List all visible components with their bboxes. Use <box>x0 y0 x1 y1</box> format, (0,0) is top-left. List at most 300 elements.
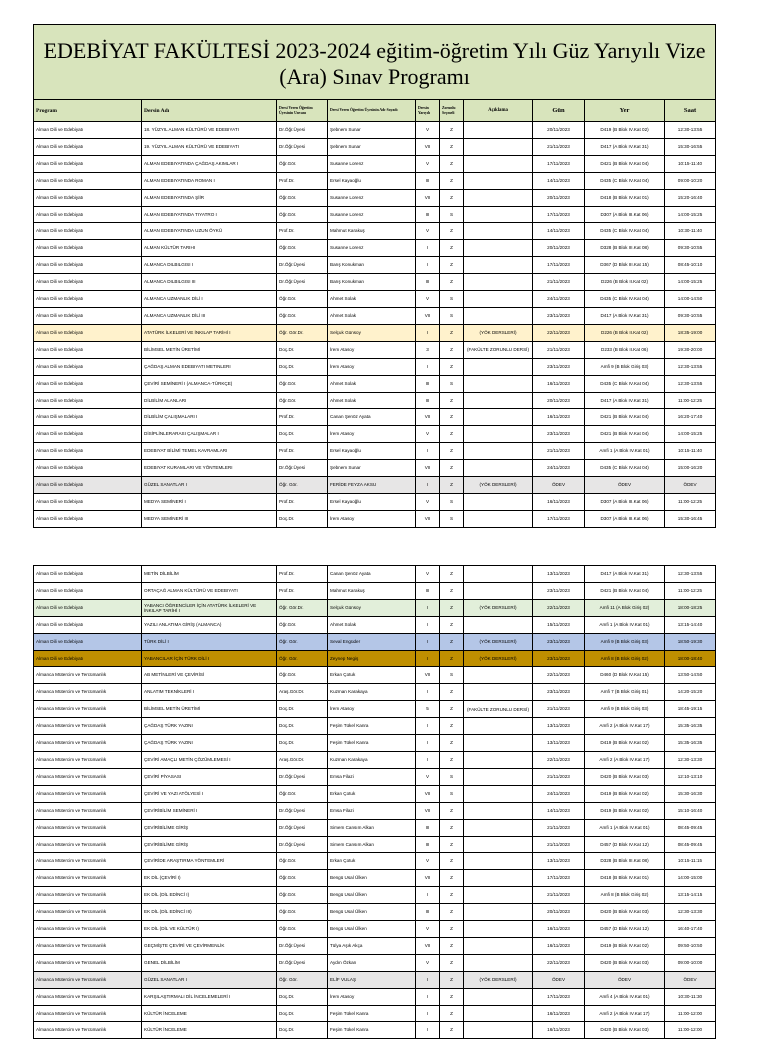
cell-staff-name: Erkan Çotuk <box>328 785 416 802</box>
cell-type: Z <box>440 274 464 291</box>
table-row <box>34 751 716 768</box>
cell-staff-title: Dr.Öğr.Üyesi <box>277 460 328 477</box>
cell-type: Z <box>440 155 464 172</box>
cell-course: ÇEVİRİ AMAÇLI METİN ÇÖZÜMLEMESİ I <box>142 751 277 768</box>
cell-staff-name: İrem Atasoy <box>328 426 416 443</box>
cell-note <box>464 616 533 633</box>
cell-program: Almanca Mütercim ve Tercümanlık <box>34 667 142 684</box>
cell-type: Z <box>440 172 464 189</box>
cell-staff-name: FERİDE FEYZA AKSU <box>328 477 416 494</box>
cell-place: D435 (C Blok IV.Kat 04) <box>585 460 665 477</box>
table-row <box>34 1022 716 1039</box>
table-2-body <box>34 566 716 1039</box>
table-row <box>34 291 716 308</box>
cell-time: 16:20-17:40 <box>665 409 716 426</box>
cell-semester: I <box>416 443 440 460</box>
cell-course: YABANCI ÖĞRENCİLER İÇİN ATATÜRK İLKELERİ VE İNKILAP TARİHİ I <box>142 599 277 616</box>
cell-day: 24/11/2023 <box>533 460 585 477</box>
cell-staff-name: Feşim Tükel Kanra <box>328 718 416 735</box>
cell-course: ÇEVİRİBİLİME GİRİŞ <box>142 819 277 836</box>
cell-day: 16/11/2023 <box>533 375 585 392</box>
cell-day: 14/11/2023 <box>533 223 585 240</box>
cell-type: S <box>440 510 464 527</box>
cell-place: Amfi 9 (B Blok Giriş 03) <box>585 701 665 718</box>
cell-course: BİLİMSEL METİN ÜRETİMİ <box>142 341 277 358</box>
cell-day: 16/11/2023 <box>533 409 585 426</box>
cell-note <box>464 887 533 904</box>
cell-type: Z <box>440 954 464 971</box>
cell-place: D419 (B Blok IV.Kat 02) <box>585 735 665 752</box>
cell-place: ÖDEV <box>585 477 665 494</box>
cell-staff-title: Dr.Öğr.Üyesi <box>277 768 328 785</box>
cell-place: Amfi 4 (A Blok IV.Kat 01) <box>585 988 665 1005</box>
cell-semester: VII <box>416 667 440 684</box>
cell-program: Almanca Mütercim ve Tercümanlık <box>34 988 142 1005</box>
cell-time: 10:30-11:30 <box>665 988 716 1005</box>
cell-staff-name: Ahmet Solak <box>328 392 416 409</box>
cell-staff-name: Ahmet Solak <box>328 307 416 324</box>
cell-course: ÇEVİRİBİLİM SEMİNERİ I <box>142 802 277 819</box>
table-row <box>34 785 716 802</box>
cell-semester: I <box>416 988 440 1005</box>
cell-semester: VII <box>416 189 440 206</box>
cell-semester: V <box>416 768 440 785</box>
cell-place: ÖDEV <box>585 971 665 988</box>
cell-type: Z <box>440 240 464 257</box>
cell-note <box>464 426 533 443</box>
page-title: EDEBİYAT FAKÜLTESİ 2023-2024 eğitim-öğretim Yılı Güz Yarıyılı Vize (Ara) Sınav Programı <box>34 25 716 100</box>
cell-program: Almanca Mütercim ve Tercümanlık <box>34 751 142 768</box>
cell-staff-title: Prof.Dr. <box>277 582 328 599</box>
cell-staff-title: Dr.Öğr.Üyesi <box>277 836 328 853</box>
cell-note <box>464 510 533 527</box>
cell-semester: VII <box>416 510 440 527</box>
cell-program: Alman Dili ve Edebiyatı <box>34 122 142 139</box>
cell-day: 24/11/2023 <box>533 291 585 308</box>
cell-day: 13/11/2023 <box>533 718 585 735</box>
cell-time: 08:45-10:10 <box>665 257 716 274</box>
cell-semester: 3 <box>416 341 440 358</box>
cell-staff-title: Öğr. Gör.Dr. <box>277 599 328 616</box>
cell-type: Z <box>440 582 464 599</box>
cell-place: Amfi 11 (A Blok Giriş 02) <box>585 599 665 616</box>
cell-course: EDEBIYAT BİLİMİ TEMEL KAVRAMLARI <box>142 443 277 460</box>
table-1-body <box>34 122 716 528</box>
cell-place: D418 (B Blok IV.Kat 01) <box>585 189 665 206</box>
cell-note <box>464 937 533 954</box>
cell-semester: VII <box>416 785 440 802</box>
cell-staff-name: Aydın Özkan <box>328 954 416 971</box>
cell-course: KÜLTÜR İNCELEME <box>142 1022 277 1039</box>
cell-place: D367 (D Blok III.Kat 15) <box>585 257 665 274</box>
cell-course: ALMAN KÜLTÜR TARIHI <box>142 240 277 257</box>
cell-time: 15:10-16:40 <box>665 802 716 819</box>
cell-course: ÇEVİRİBİLİME GİRİŞ <box>142 836 277 853</box>
cell-staff-name: İrem Atasoy <box>328 510 416 527</box>
cell-time: 18:35-19:00 <box>665 324 716 341</box>
table-row <box>34 718 716 735</box>
cell-course: EDEBIYAT KURAMLARI VE YÖNTEMLERI <box>142 460 277 477</box>
cell-staff-title: Öğr.Gör. <box>277 189 328 206</box>
cell-type: Z <box>440 566 464 583</box>
table-row <box>34 633 716 650</box>
cell-program: Alman Dili ve Edebiyatı <box>34 172 142 189</box>
cell-course: ÇAĞDAŞ TÜRK YAZINI <box>142 718 277 735</box>
cell-program: Alman Dili ve Edebiyatı <box>34 460 142 477</box>
cell-time: 15:35-16:35 <box>665 718 716 735</box>
cell-type: Z <box>440 988 464 1005</box>
cell-note <box>464 1022 533 1039</box>
cell-day: 22/11/2023 <box>533 954 585 971</box>
cell-day: 24/11/2023 <box>533 785 585 802</box>
cell-course: ÇEVİRİ VE YAZI ATÖLYESİ I <box>142 785 277 802</box>
cell-staff-title: Öğr. Gör. <box>277 633 328 650</box>
table-row <box>34 155 716 172</box>
cell-staff-title: Prof.Dr. <box>277 409 328 426</box>
cell-note <box>464 988 533 1005</box>
cell-type: Z <box>440 650 464 667</box>
table-row <box>34 971 716 988</box>
cell-place: Amfi 2 (A Blok IV.Kat 17) <box>585 718 665 735</box>
cell-day: 23/11/2023 <box>533 426 585 443</box>
cell-program: Alman Dili ve Edebiyatı <box>34 341 142 358</box>
cell-staff-title: Dr.Öğr.Üyesi <box>277 937 328 954</box>
cell-day: 17/11/2023 <box>533 988 585 1005</box>
cell-type: Z <box>440 599 464 616</box>
cell-time: 09:00-10:00 <box>665 954 716 971</box>
table-row <box>34 172 716 189</box>
cell-course: EK DİL (DİL EDİNCİ I) <box>142 887 277 904</box>
cell-staff-name: Şebnem Sunar <box>328 460 416 477</box>
cell-time: 11:00-12:00 <box>665 1005 716 1022</box>
cell-semester: III <box>416 392 440 409</box>
exam-schedule-table-1 <box>33 24 716 528</box>
cell-program: Alman Dili ve Edebiyatı <box>34 616 142 633</box>
header-program: Program <box>34 100 142 122</box>
cell-staff-name: Susanne Lorenz <box>328 189 416 206</box>
cell-staff-title: Öğr. Gör.Dr. <box>277 324 328 341</box>
cell-type: Z <box>440 802 464 819</box>
cell-note: (FAKÜLTE ZORUNLU DERSİ) <box>464 701 533 718</box>
cell-program: Alman Dili ve Edebiyatı <box>34 477 142 494</box>
cell-note <box>464 802 533 819</box>
cell-staff-title: Dr.Öğr.Üyesi <box>277 122 328 139</box>
cell-course: ANLATIM TEKNİKLERİ I <box>142 684 277 701</box>
cell-type: Z <box>440 870 464 887</box>
cell-program: Alman Dili ve Edebiyatı <box>34 291 142 308</box>
cell-staff-name: Selçuk Günsoy <box>328 324 416 341</box>
cell-semester: V <box>416 493 440 510</box>
cell-time: 13:50-14:50 <box>665 667 716 684</box>
cell-semester: I <box>416 684 440 701</box>
cell-staff-title: Prof.Dr. <box>277 566 328 583</box>
cell-course: BİLİMSEL METİN ÜRETİMİ <box>142 701 277 718</box>
cell-staff-name: Kuzman Karakaya <box>328 751 416 768</box>
cell-time: 13:15-14:15 <box>665 887 716 904</box>
cell-staff-name: Ersel Kayaoğlu <box>328 493 416 510</box>
cell-day: ÖDEV <box>533 971 585 988</box>
cell-semester: III <box>416 274 440 291</box>
cell-program: Almanca Mütercim ve Tercümanlık <box>34 921 142 938</box>
cell-staff-title: Doç.Dr. <box>277 358 328 375</box>
cell-type: Z <box>440 341 464 358</box>
table-row <box>34 937 716 954</box>
cell-program: Alman Dili ve Edebiyatı <box>34 240 142 257</box>
cell-staff-name: Barış Konukman <box>328 257 416 274</box>
cell-place: D420 (B Blok IV.Kat 03) <box>585 1022 665 1039</box>
cell-day: 20/11/2023 <box>533 904 585 921</box>
cell-semester: I <box>416 358 440 375</box>
cell-day: 16/11/2023 <box>533 921 585 938</box>
table-row <box>34 954 716 971</box>
cell-note <box>464 307 533 324</box>
cell-time: 10:15-11:40 <box>665 155 716 172</box>
cell-place: D421 (B Blok IV.Kat 04) <box>585 155 665 172</box>
cell-time: 14:00-15:25 <box>665 426 716 443</box>
cell-staff-title: Dr.Öğr.Üyesi <box>277 802 328 819</box>
cell-course: ALMAN EDEBIYATINDA ŞİİR <box>142 189 277 206</box>
cell-staff-title: Doç.Dr. <box>277 1022 328 1039</box>
cell-time: 15:30-16:45 <box>665 510 716 527</box>
cell-time: 09:30-10:55 <box>665 307 716 324</box>
cell-program: Alman Dili ve Edebiyatı <box>34 307 142 324</box>
cell-semester: III <box>416 836 440 853</box>
cell-staff-name: Barış Konukman <box>328 274 416 291</box>
cell-staff-name: Susanne Lorenz <box>328 206 416 223</box>
cell-time: 15:30-16:55 <box>665 138 716 155</box>
cell-semester: V <box>416 155 440 172</box>
cell-staff-name: Feşim Tükel Kanra <box>328 735 416 752</box>
cell-course: EK DİL (DİL VE KÜLTÜR I) <box>142 921 277 938</box>
cell-note <box>464 206 533 223</box>
cell-note <box>464 409 533 426</box>
table-row <box>34 701 716 718</box>
cell-place: D435 (C Blok IV.Kat 04) <box>585 172 665 189</box>
cell-place: D417 (A Blok IV.Kat 31) <box>585 307 665 324</box>
cell-time: 12:10-13:10 <box>665 768 716 785</box>
cell-day: 21/11/2023 <box>533 701 585 718</box>
cell-time: 10:15-11:15 <box>665 853 716 870</box>
cell-day: 21/11/2023 <box>533 138 585 155</box>
cell-staff-name: Seval Engüder <box>328 633 416 650</box>
cell-type: Z <box>440 409 464 426</box>
cell-staff-title: Öğr.Gör. <box>277 904 328 921</box>
cell-course: ALMAN EDEBIYATINDA TIYATRO I <box>142 206 277 223</box>
cell-semester: V <box>416 426 440 443</box>
cell-program: Alman Dili ve Edebiyatı <box>34 223 142 240</box>
cell-day: 14/11/2023 <box>533 802 585 819</box>
cell-staff-title: Doç.Dr. <box>277 426 328 443</box>
cell-day: 22/11/2023 <box>533 324 585 341</box>
cell-place: D435 (C Blok IV.Kat 04) <box>585 223 665 240</box>
cell-day: 23/11/2023 <box>533 582 585 599</box>
cell-staff-title: Öğr. Gör. <box>277 650 328 667</box>
table-row <box>34 460 716 477</box>
cell-semester: VII <box>416 138 440 155</box>
cell-type: Z <box>440 819 464 836</box>
cell-note <box>464 1005 533 1022</box>
cell-time: 14:20-15:20 <box>665 684 716 701</box>
cell-semester: I <box>416 477 440 494</box>
cell-semester: III <box>416 819 440 836</box>
cell-staff-title: Araş.Gör.Dr. <box>277 684 328 701</box>
header-time: Saat <box>665 100 716 122</box>
cell-course: ALMANCA DILBILGISI III <box>142 274 277 291</box>
cell-note <box>464 566 533 583</box>
cell-course: ALMANCA UZMANLIK DİLİ III <box>142 307 277 324</box>
cell-course: MEDYA SEMİNERİ III <box>142 510 277 527</box>
cell-program: Alman Dili ve Edebiyatı <box>34 155 142 172</box>
cell-semester: V <box>416 291 440 308</box>
cell-place: D328 (B Blok III.Kat 08) <box>585 240 665 257</box>
cell-note <box>464 291 533 308</box>
cell-staff-title: Öğr.Gör. <box>277 887 328 904</box>
cell-note <box>464 443 533 460</box>
cell-staff-title: Dr.Öğr.Üyesi <box>277 954 328 971</box>
cell-type: Z <box>440 971 464 988</box>
cell-type: Z <box>440 751 464 768</box>
cell-course: EK DİL (ÇEVİRİ I) <box>142 870 277 887</box>
table-row <box>34 443 716 460</box>
cell-time: 18:50-19:30 <box>665 633 716 650</box>
cell-course: 19. YÜZYIL ALMAN KÜLTÜRÜ VE EDEBIYATI <box>142 138 277 155</box>
table-row <box>34 768 716 785</box>
cell-course: MEDYA SEMİNERİ I <box>142 493 277 510</box>
header-course: Dersin Adı <box>142 100 277 122</box>
cell-type: S <box>440 291 464 308</box>
cell-course: ÇAĞDAŞ TÜRK YAZINI <box>142 735 277 752</box>
cell-type: Z <box>440 921 464 938</box>
cell-staff-title: Öğr.Gör. <box>277 667 328 684</box>
cell-program: Alman Dili ve Edebiyatı <box>34 566 142 583</box>
cell-place: Amfi 8 (B Blok Giriş 02) <box>585 887 665 904</box>
cell-staff-title: Öğr.Gör. <box>277 291 328 308</box>
cell-place: Amfi 9 (B Blok Giriş 03) <box>585 633 665 650</box>
cell-staff-title: Doç.Dr. <box>277 718 328 735</box>
cell-time: 18:00-18:40 <box>665 650 716 667</box>
cell-staff-name: Susanne Lorenz <box>328 155 416 172</box>
cell-day: 23/11/2023 <box>533 307 585 324</box>
cell-time: 11:00-12:25 <box>665 493 716 510</box>
cell-type: Z <box>440 887 464 904</box>
cell-note <box>464 358 533 375</box>
header-staff-name: Dersi Veren Öğretim Üyesinin Adı-Soyadı <box>328 100 416 122</box>
cell-staff-name: Canan Şenöz Ayata <box>328 409 416 426</box>
cell-type: Z <box>440 836 464 853</box>
cell-course: YABANCILAR İÇİN TÜRK DİLİ I <box>142 650 277 667</box>
cell-day: 22/11/2023 <box>533 667 585 684</box>
table-row <box>34 206 716 223</box>
cell-place: D457 (D Blok IV.Kat 12) <box>585 921 665 938</box>
cell-staff-name: Ahmet Solak <box>328 616 416 633</box>
cell-note <box>464 223 533 240</box>
cell-course: ALMAN EDEBIYATINDA ÇAĞDAŞ AKIMLAR I <box>142 155 277 172</box>
cell-place: D460 (D Blok IV.Kat 15) <box>585 667 665 684</box>
cell-course: DİSİPLİNLERARASI ÇALIŞMALAR I <box>142 426 277 443</box>
table-row <box>34 802 716 819</box>
cell-course: ORTAÇAĞ ALMAN KÜLTÜRÜ VE EDEBIYATI <box>142 582 277 599</box>
cell-day: 21/11/2023 <box>533 341 585 358</box>
cell-note <box>464 853 533 870</box>
cell-semester: I <box>416 257 440 274</box>
cell-note <box>464 768 533 785</box>
table-row <box>34 122 716 139</box>
cell-course: ÇAĞDAŞ ALMAN EDEBIYATI METINLERI <box>142 358 277 375</box>
cell-note <box>464 392 533 409</box>
table-row <box>34 853 716 870</box>
cell-time: 13:15-14:40 <box>665 616 716 633</box>
cell-staff-title: Öğr.Gör. <box>277 375 328 392</box>
cell-program: Alman Dili ve Edebiyatı <box>34 189 142 206</box>
cell-staff-name: Bengü Usal Ülken <box>328 870 416 887</box>
cell-program: Alman Dili ve Edebiyatı <box>34 510 142 527</box>
cell-place: Amfi 8 (B Blok Giriş 02) <box>585 650 665 667</box>
cell-note <box>464 718 533 735</box>
cell-day: 20/11/2023 <box>533 122 585 139</box>
cell-day: 15/11/2023 <box>533 616 585 633</box>
cell-type: Z <box>440 904 464 921</box>
cell-staff-name: Mahmut Karakuş <box>328 582 416 599</box>
table-row <box>34 223 716 240</box>
cell-staff-title: Öğr.Gör. <box>277 616 328 633</box>
cell-type: Z <box>440 189 464 206</box>
cell-day: 22/11/2023 <box>533 599 585 616</box>
table-row <box>34 735 716 752</box>
cell-program: Alman Dili ve Edebiyatı <box>34 375 142 392</box>
cell-staff-name: ELİF VULAŞ <box>328 971 416 988</box>
cell-place: D307 (A Blok III.Kat 06) <box>585 206 665 223</box>
cell-place: D435 (C Blok IV.Kat 04) <box>585 291 665 308</box>
cell-note <box>464 785 533 802</box>
cell-place: D421 (B Blok IV.Kat 04) <box>585 426 665 443</box>
cell-note <box>464 257 533 274</box>
cell-time: 12:30-13:55 <box>665 358 716 375</box>
cell-time: 12:30-13:55 <box>665 122 716 139</box>
cell-staff-title: Öğr.Gör. <box>277 785 328 802</box>
cell-course: ALMAN EDEBIYATINDA ROMAN I <box>142 172 277 189</box>
cell-note: (YÖK DERSLERİ) <box>464 650 533 667</box>
header-staff-title: Dersi Veren Öğretim Üyesinin Unvanı <box>277 100 328 122</box>
cell-staff-title: Doç.Dr. <box>277 988 328 1005</box>
cell-type: Z <box>440 138 464 155</box>
cell-course: AB METİNLERİ VE ÇEVİRİSİ <box>142 667 277 684</box>
cell-type: S <box>440 785 464 802</box>
cell-program: Alman Dili ve Edebiyatı <box>34 324 142 341</box>
cell-time: 15:35-16:35 <box>665 735 716 752</box>
cell-staff-title: Araş.Gör.Dr. <box>277 751 328 768</box>
cell-day: 21/11/2023 <box>533 274 585 291</box>
cell-time: ÖDEV <box>665 971 716 988</box>
cell-semester: V <box>416 954 440 971</box>
cell-semester: VII <box>416 870 440 887</box>
cell-type: Z <box>440 392 464 409</box>
cell-place: D417 (A Blok IV.Kat 31) <box>585 566 665 583</box>
cell-staff-name: İrem Atasoy <box>328 988 416 1005</box>
cell-day: 23/11/2023 <box>533 358 585 375</box>
cell-note <box>464 735 533 752</box>
cell-semester: V <box>416 921 440 938</box>
cell-program: Almanca Mütercim ve Tercümanlık <box>34 735 142 752</box>
cell-note <box>464 122 533 139</box>
cell-day: 23/11/2023 <box>533 650 585 667</box>
cell-day: 16/11/2023 <box>533 1005 585 1022</box>
cell-program: Almanca Mütercim ve Tercümanlık <box>34 1022 142 1039</box>
header-day: Gün <box>533 100 585 122</box>
cell-staff-title: Doç.Dr. <box>277 701 328 718</box>
cell-note <box>464 667 533 684</box>
cell-place: D226 (B Blok II.Kat 02) <box>585 274 665 291</box>
cell-program: Alman Dili ve Edebiyatı <box>34 358 142 375</box>
